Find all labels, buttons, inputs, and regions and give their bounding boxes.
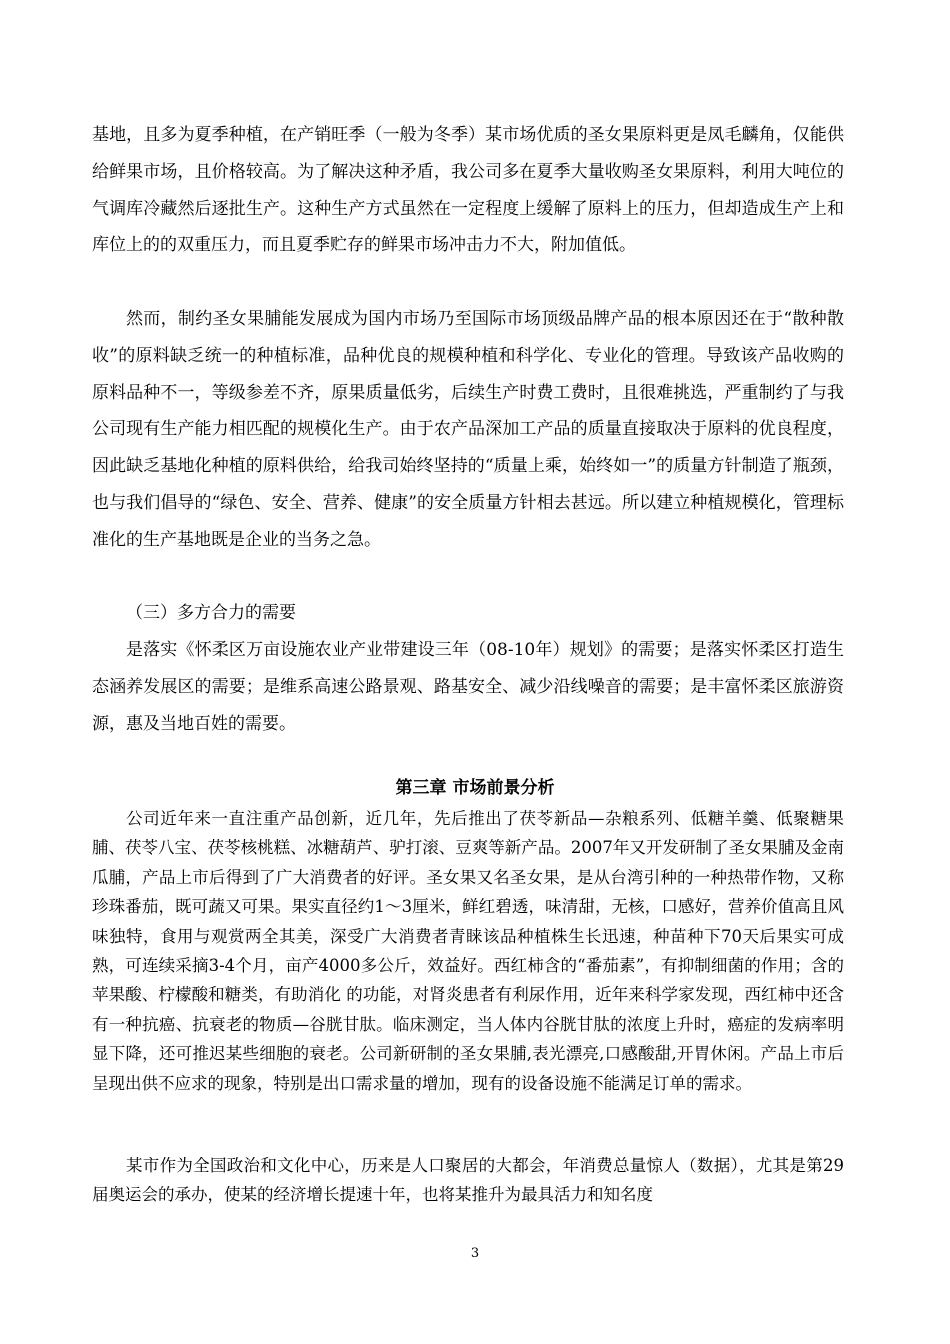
paragraph-raw-material-supply: 基地，且多为夏季种植，在产销旺季（一般为冬季）某市场优质的圣女果原料更是凤毛麟角，仅能供给鲜果市场，且价格较高。为了解决这种矛盾，我公司多在夏季大量收购圣女果原料，利用大吨位的气调库冷藏然后逐批生产。这种生产方式虽然在一定程度上缓解了原料上的压力，但却造成生产上和库位上的的双重压力，而且夏季贮存的鲜果市场冲击力不大，附加值低。	[92, 125, 844, 256]
chapter-title: 第三章 市场前景分析	[395, 778, 555, 798]
paragraph-city-market: 某市作为全国政治和文化中心，历来是人口聚居的大都会，年消费总量惊人（数据），尤其是第29届奥运会的承办，使某的经济增长提速十年，也将某推升为最具活力和知名度	[92, 1156, 844, 1205]
section-subheading: （三）多方合力的需要	[126, 603, 296, 623]
paragraph-planting-standard: 然而，制约圣女果脯能发展成为国内市场乃至国际市场顶级品牌产品的根本原因还在于“散种散收”的原料缺乏统一的种植标准，品种优良的规模种植和科学化、专业化的管理。导致该产品收购的原料品种不一，等级参差不齐，原果质量低劣，后续生产时费工费时，且很难挑选，严重制约了与我公司现有生产能力相匹配的规模化生产。由于农产品深加工产品的质量直接取决于原料的优良程度，因此缺乏基地化种植的原料供给，给我司始终坚持的“质量上乘，始终如一”的质量方针制造了瓶颈，也与我们倡导的“绿色、安全、营养、健康”的安全质量方针相去甚远。所以建立种植规模化，管理标准化的生产基地既是企业的当务之急。	[92, 309, 844, 550]
paragraph-product-innovation: 公司近年来一直注重产品创新，近几年，先后推出了茯苓新品—杂粮系列、低糖羊羹、低聚糖果脯、茯苓八宝、茯苓核桃糕、冰糖葫芦、驴打滚、豆爽等新产品。2007年又开发研制了圣女果脯及金南瓜脯，产品上市后得到了广大消费者的好评。圣女果又名圣女果，是从台湾引种的一种热带作物，又称珍珠番茄，既可蔬又可果。果实直径约1～3厘米，鲜红碧透，味清甜，无核，口感好，营养价值高且风味独特，食用与观赏两全其美，深受广大消费者青睐该品种植株生长迅速，种苗种下70天后果实可成熟，可连续采摘3-4个月，亩产4000多公斤，效益好。西红柿含的“番茄素”，有抑制细菌的作用；含的苹果酸、柠檬酸和糖类，有助消化 的功能，对肾炎患者有利尿作用，近年来科学家发现，西红柿中还含有一种抗癌、抗衰老的物质—谷胱甘肽。临床测定，当人体内谷胱甘肽的浓度上升时，癌症的发病率明显下降，还可推迟某些细胞的衰老。公司新研制的圣女果脯,表光漂亮,口感酸甜,开胃休闲。产品上市后呈现出供不应求的现象，特别是出口需求量的增加，现有的设备设施不能满足订单的需求。	[92, 809, 844, 1093]
paragraph-joint-needs: 是落实《怀柔区万亩设施农业产业带建设三年（08-10年）规划》的需要；是落实怀柔区打造生态涵养发展区的需要；是维系高速公路景观、路基安全、减少沿线噪音的需要；是丰富怀柔区旅游资源，惠及当地百姓的需要。	[92, 640, 844, 734]
page-number: 3	[470, 1246, 480, 1261]
